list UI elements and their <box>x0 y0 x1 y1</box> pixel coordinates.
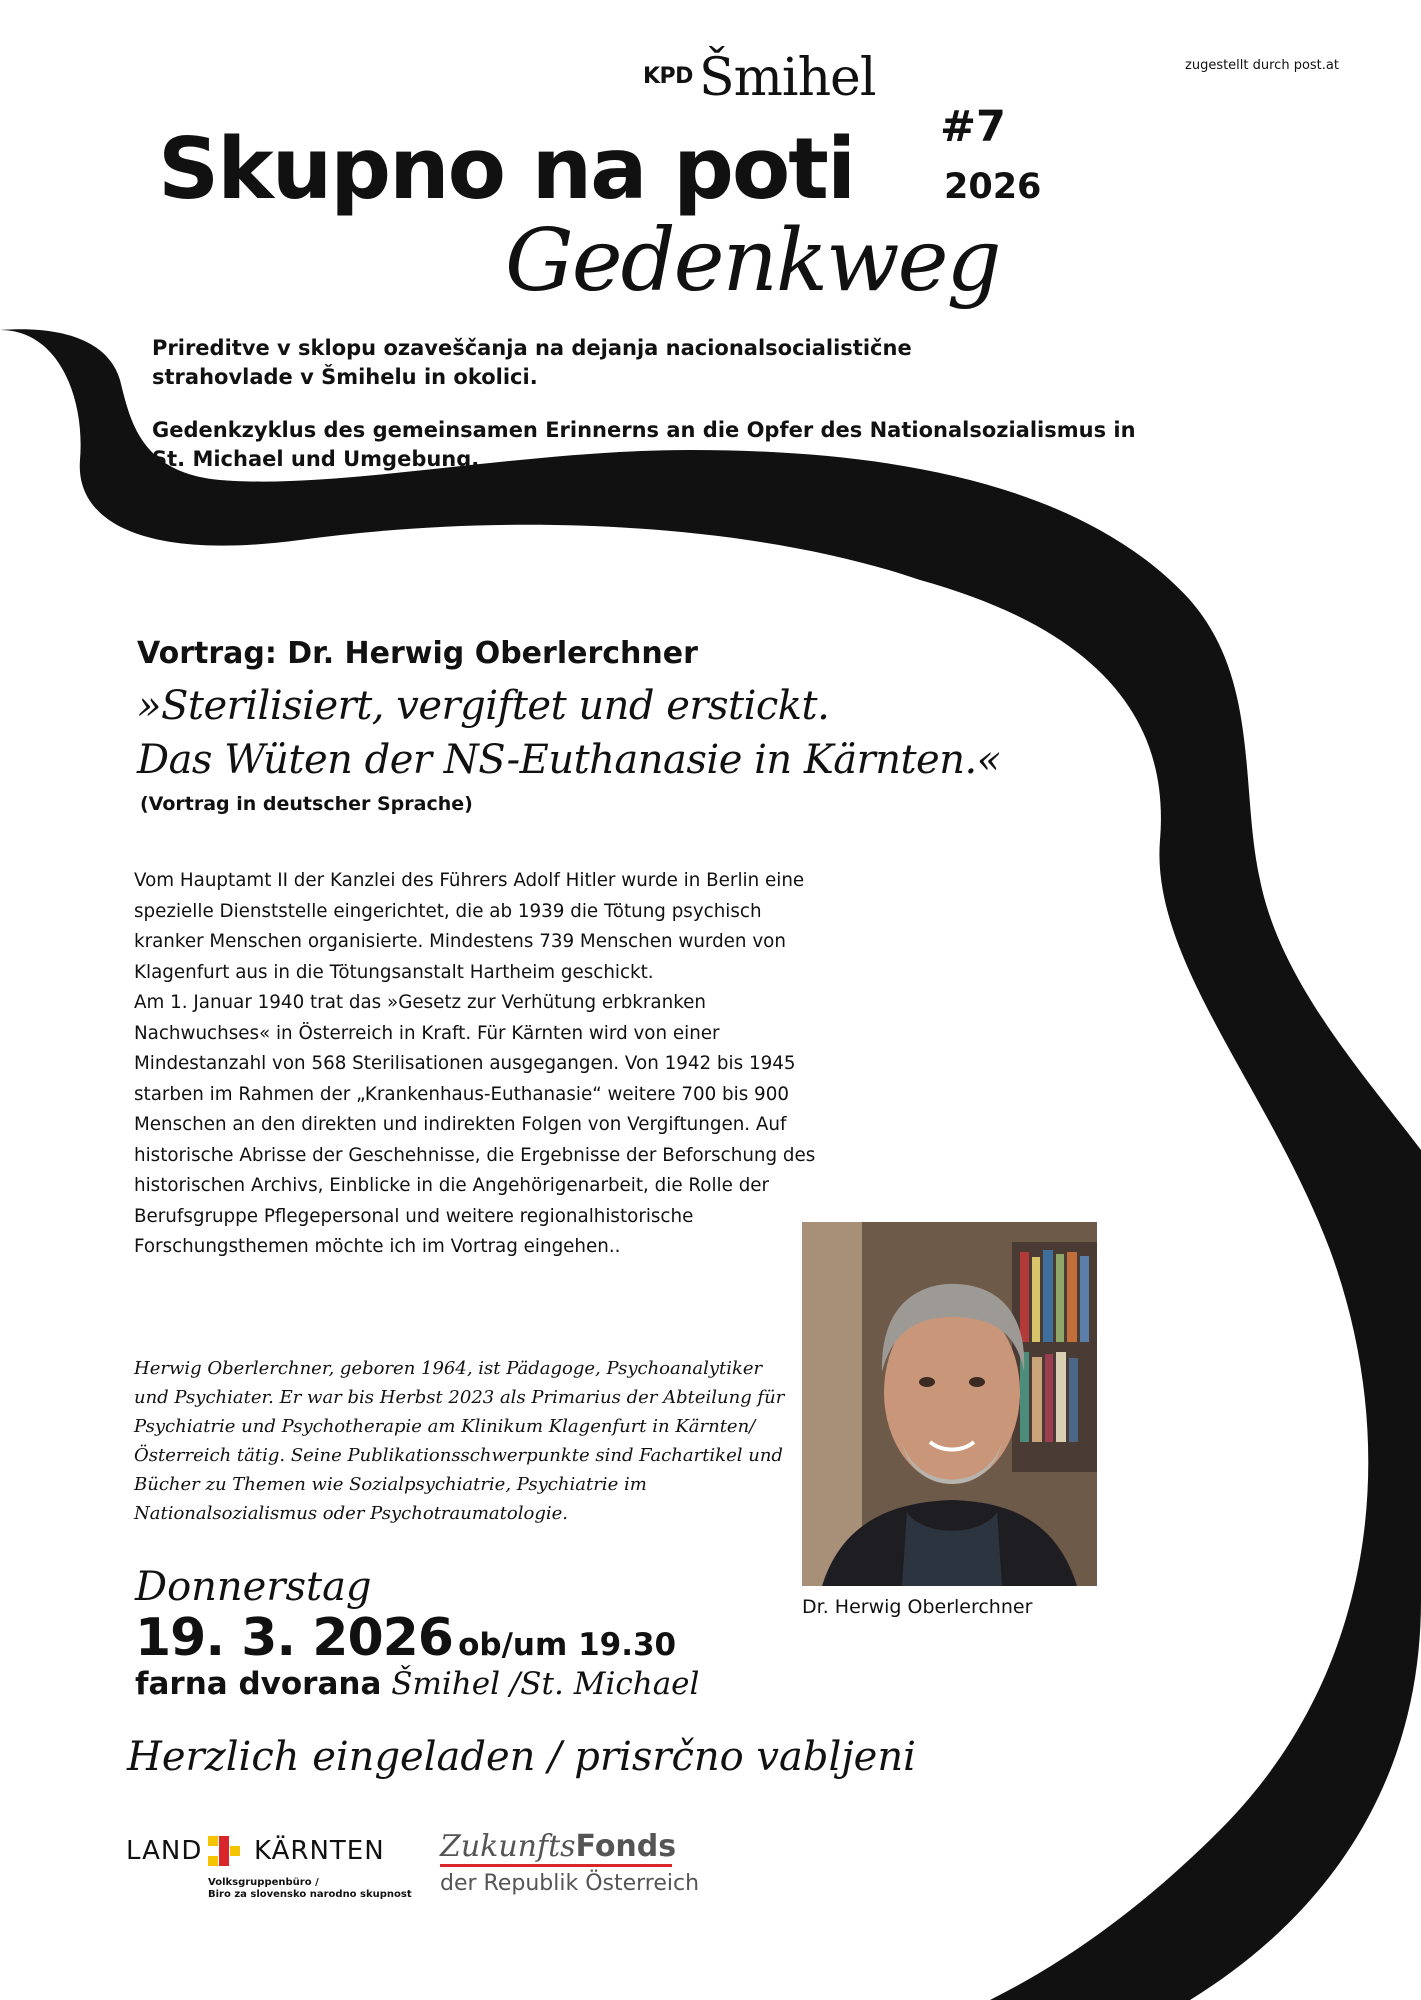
lecture-description <box>134 866 824 1263</box>
lecture-speaker: Vortrag: Dr. Herwig Oberlerchner <box>137 636 698 671</box>
event-time: ob/um 19.30 <box>458 1627 677 1663</box>
zukunftsfonds-stripe <box>440 1864 672 1867</box>
intro-german: Gedenkzyklus des gemeinsamen Erinnerns an die Opfer des Nationalsozialismus in St. Michael und Umgebung. <box>152 418 1136 471</box>
smihel-logo-text: Šmihel <box>699 48 876 108</box>
intro-slovene: Prireditve v sklopu ozaveščanja na dejanja nacionalsocialistične strahovlade v Šmihelu in okolici. <box>152 336 912 389</box>
page-title: Skupno na poti <box>158 120 855 219</box>
zukunftsfonds-logo-text <box>440 1829 676 1864</box>
lecture-title <box>137 679 1137 787</box>
lecture-title-line1: »Sterilisiert, vergiftet und erstickt. <box>137 683 830 729</box>
edition-number: #7 <box>940 102 1006 152</box>
invitation-text: Herzlich eingeladen / prisrčno vabljeni <box>127 1734 916 1780</box>
zukunftsfonds-part1: Zukunfts <box>440 1829 576 1864</box>
edition-year: 2026 <box>944 167 1042 207</box>
language-note: (Vortrag in deutscher Sprache) <box>140 793 473 815</box>
lecture-title-line2: Das Wüten der NS-Euthanasie in Kärnten.« <box>137 737 1001 783</box>
delivery-note: zugestellt durch post.at <box>1185 58 1339 73</box>
speaker-bio: Herwig Oberlerchner, geboren 1964, ist Pädagoge, Psychoanalytiker und Psychiater. Er war bis Herbst 2023 als Primarius der Abteilung für Psychiatrie und Psychotherapie am Klinikum Klagenfurt in Kärnten/Österreich tätig. Seine Publikationsschwerpunkte sind Fachartikel und Bücher zu Themen wie Sozialpsychiatrie, Psychiatrie im Nationalsozialismus oder Psychotraumatologie. <box>134 1358 785 1524</box>
kaernten-logo-text: KÄRNTEN <box>254 1836 385 1866</box>
venue-name: farna dvorana <box>135 1666 382 1702</box>
office-name-line1: Volksgruppenbüro / <box>208 1877 319 1888</box>
description-paragraph-2: Am 1. Januar 1940 trat das »Gesetz zur Verhütung erbkranken Nachwuchses« in Österreich in Kraft. Für Kärnten wird von einer Mindestanzahl von 568 Sterilisationen ausgegangen. Von 1942 bis 1945 starben im Rahmen der „Krankenhaus-Euthanasie“ weitere 700 bis 900 Menschen an den direkten und indirekten Folgen von Vergiftungen. Auf historische Abrisse der Geschehnisse, die Ergebnisse der Beforschung des historischen Archivs, Einblicke in die Angehörigenarbeit, die Rolle der Berufsgruppe Pflegepersonal und weitere regionalhistorische Forschungsthemen möchte ich im Vortrag eingehen.. <box>134 992 816 1257</box>
event-date: 19. 3. 2026 <box>135 1608 453 1668</box>
kpd-logo-text: KPD <box>643 64 693 89</box>
office-name-line2: Biro za slovensko narodno skupnost <box>208 1889 412 1900</box>
event-date-line <box>135 1608 676 1668</box>
description-paragraph-1: Vom Hauptamt II der Kanzlei des Führers Adolf Hitler wurde in Berlin eine spezielle Dienststelle eingerichtet, die ab 1939 die Tötung psychisch kranker Menschen organisierte. Mindestens 739 Menschen wurden von Klagenfurt aus in die Tötungsanstalt Hartheim geschickt. <box>134 870 805 983</box>
zukunftsfonds-subtitle: der Republik Österreich <box>440 1871 700 1896</box>
photo-caption: Dr. Herwig Oberlerchner <box>802 1596 1033 1618</box>
venue-place: Šmihel /St. Michael <box>391 1666 700 1702</box>
page-subtitle: Gedenkweg <box>505 211 1000 311</box>
office-name <box>208 1877 412 1901</box>
land-logo-text: LAND <box>126 1836 203 1866</box>
event-venue <box>135 1666 699 1702</box>
kaernten-flag-icon <box>208 1836 240 1866</box>
zukunftsfonds-part2: Fonds <box>575 1829 677 1864</box>
speaker-photo <box>802 1222 1097 1586</box>
event-day: Donnerstag <box>135 1564 372 1610</box>
